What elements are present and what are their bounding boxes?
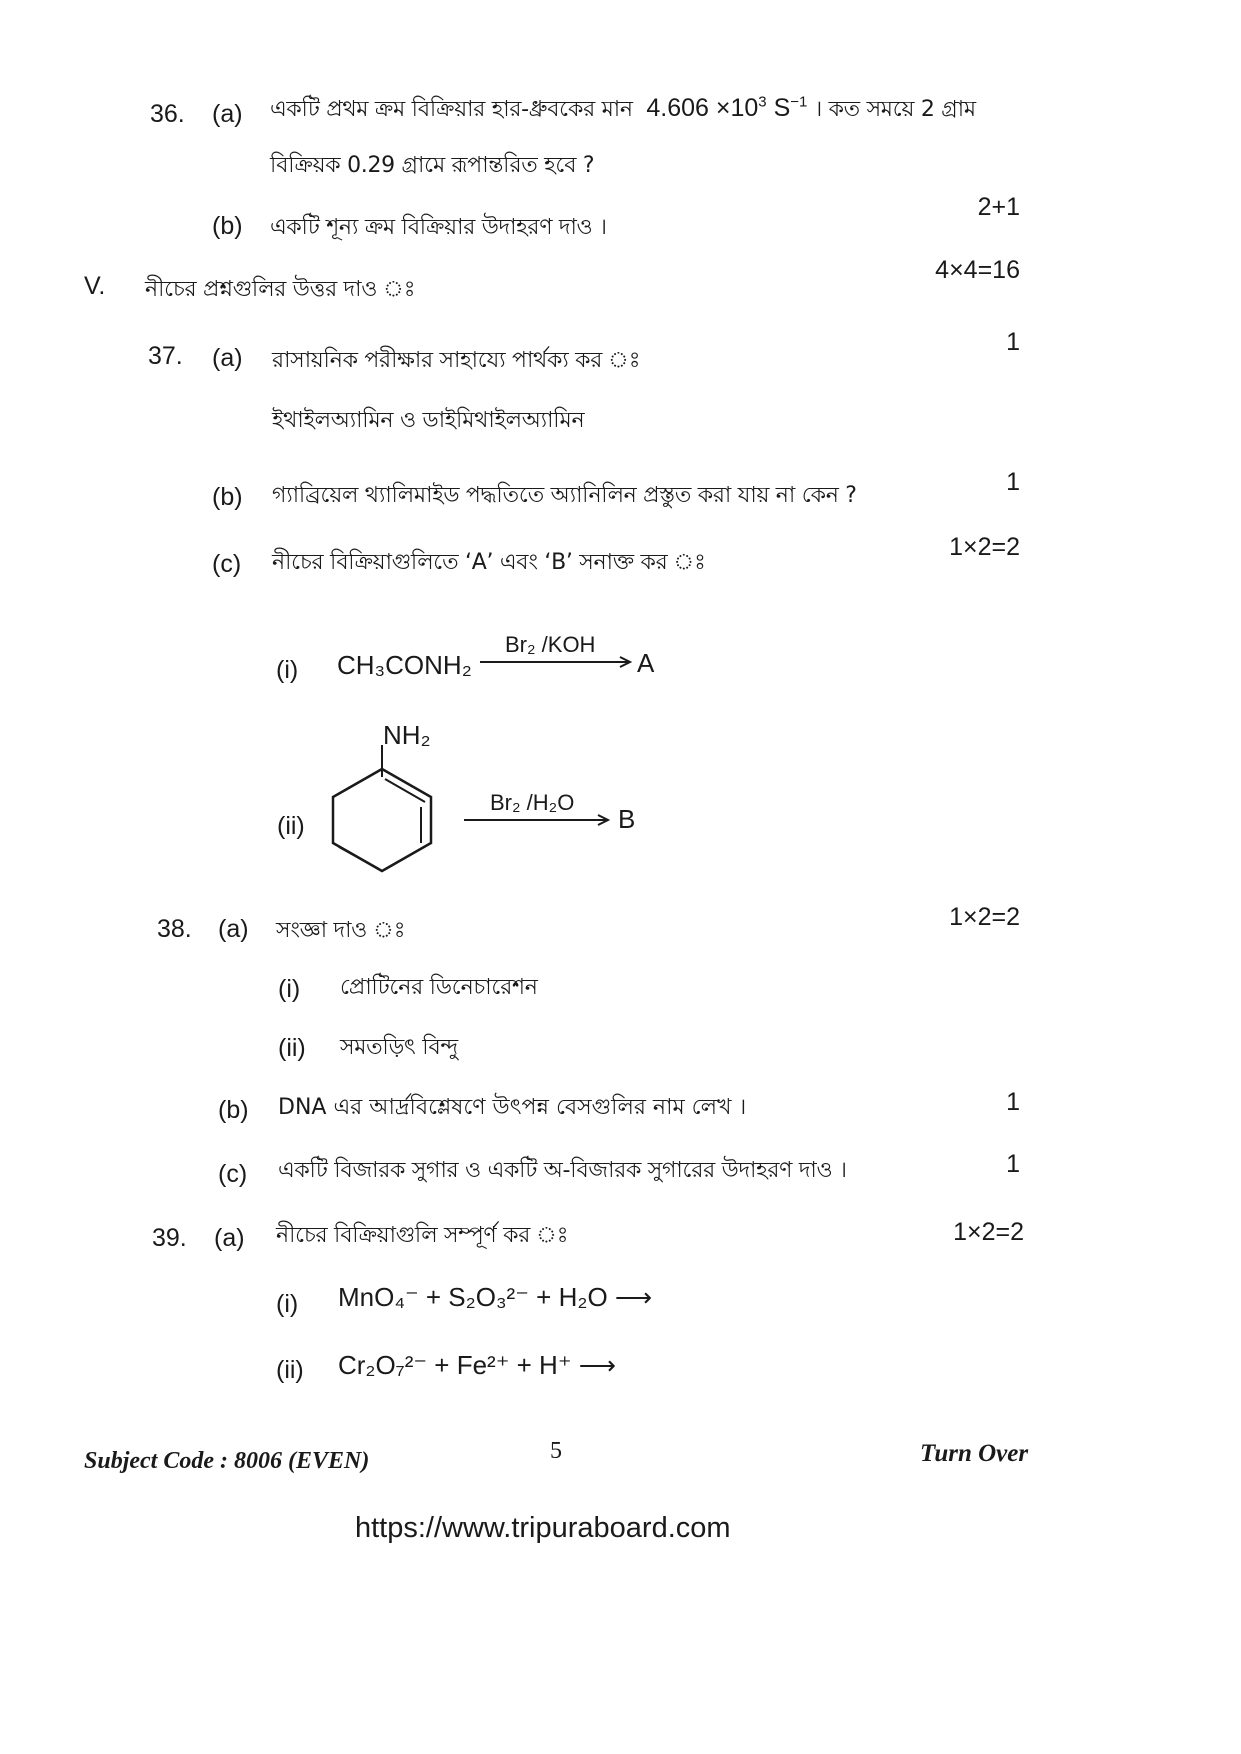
website-url[interactable]: https://www.tripuraboard.com (355, 1512, 731, 1544)
q38-b-marks: 1 (1006, 1088, 1020, 1116)
q37-r2-nh2: NH₂ (383, 720, 431, 750)
q39-a-label: (a) (214, 1224, 245, 1252)
q37-b-text: গ্যাব্রিয়েল থ্যালিমাইড পদ্ধতিতে অ্যানিলিন প্রস্তুত করা যায় না কেন ? (272, 483, 857, 508)
q36-rate-unit-exp: −1 (790, 93, 808, 111)
q36-a-line1 (270, 92, 976, 129)
q37-c-text: নীচের বিক্রিয়াগুলিতে ‘A’ এবং ‘B’ সনাক্ত কর ঃ (272, 550, 706, 575)
q37-a-sub: ইথাইলঅ্যামিন ও ডাইমিথাইলঅ্যামিন (272, 408, 585, 433)
q37-a-text: রাসায়নিক পরীক্ষার সাহায্যে পার্থক্য কর ঃ (272, 348, 641, 373)
q38-c-label: (c) (218, 1160, 248, 1188)
q39-i-label: (i) (276, 1290, 299, 1318)
q37-a-label: (a) (212, 344, 243, 372)
q36-a-text-1: একটি প্রথম ক্রম বিক্রিয়ার হার-ধ্রুবকের মান (270, 97, 633, 122)
q39-a-marks: 1×2=2 (953, 1218, 1024, 1246)
q36-b-label: (b) (212, 212, 243, 240)
q39-ii-equation: Cr₂O₇²⁻ + Fe²⁺ + H⁺ ⟶ (338, 1350, 617, 1380)
q38-a-text: সংজ্ঞা দাও ঃ (276, 918, 406, 943)
q37-c-label: (c) (212, 550, 242, 578)
q37-r1-arrow (478, 652, 638, 672)
section-label: V. (84, 272, 106, 300)
q38-a-label: (a) (218, 915, 249, 943)
page-number: 5 (550, 1438, 562, 1464)
q37-a-marks: 1 (1006, 328, 1020, 356)
q36-a-line2: বিক্রিয়ক 0.29 গ্রামে রূপান্তরিত হবে ? (270, 153, 595, 178)
q37-r1-label: (i) (276, 656, 299, 684)
q36-rate-mantissa: 4.606 ×10 (646, 94, 759, 122)
section-text: নীচের প্রশ্নগুলির উত্তর দাও ঃ (145, 277, 416, 302)
benzene-ring-icon (325, 745, 445, 865)
q38-i-text: প্রোটিনের ডিনেচারেশন (340, 975, 538, 1000)
q38-c-text: একটি বিজারক সুগার ও একটি অ-বিজারক সুগারের উদাহরণ দাও । (278, 1158, 847, 1183)
q36-number: 36. (150, 100, 185, 128)
q36-a-text-2: । কত সময়ে 2 গ্রাম (814, 97, 976, 122)
q39-i-equation: MnO₄⁻ + S₂O₃²⁻ + H₂O ⟶ (338, 1282, 653, 1312)
q37-b-label: (b) (212, 483, 243, 511)
q37-r1-product: A (637, 648, 655, 678)
q39-number: 39. (152, 1224, 187, 1252)
subject-code: Subject Code : 8006 (EVEN) (84, 1448, 370, 1474)
q38-number: 38. (157, 915, 192, 943)
turn-over: Turn Over (920, 1440, 1029, 1467)
q36-marks: 2+1 (977, 193, 1020, 221)
q37-r1-reagent: Br₂ /KOH (505, 632, 596, 657)
q38-ii-label: (ii) (278, 1034, 306, 1062)
q37-b-marks: 1 (1006, 468, 1020, 496)
q37-r1-reactant: CH₃CONH₂ (337, 650, 472, 680)
q36-rate-exp: 3 (758, 93, 767, 111)
q37-c-marks: 1×2=2 (949, 533, 1020, 561)
q36-a-label: (a) (212, 100, 243, 128)
q38-a-marks: 1×2=2 (949, 903, 1020, 931)
q36-rate-unit: S (773, 94, 791, 122)
q38-c-marks: 1 (1006, 1150, 1020, 1178)
q38-ii-text: সমতড়িৎ বিন্দু (340, 1035, 458, 1060)
q37-r2-arrow (462, 810, 622, 830)
q38-b-text: DNA এর আর্দ্রবিশ্লেষণে উৎপন্ন বেসগুলির নাম লেখ । (278, 1095, 747, 1120)
q39-ii-label: (ii) (276, 1356, 304, 1384)
q37-r2-label: (ii) (277, 812, 305, 840)
q38-b-label: (b) (218, 1096, 249, 1124)
q36-b-text: একটি শূন্য ক্রম বিক্রিয়ার উদাহরণ দাও । (270, 215, 607, 240)
q39-a-text: নীচের বিক্রিয়াগুলি সম্পূর্ণ কর ঃ (276, 1223, 569, 1248)
q37-number: 37. (148, 342, 183, 370)
section-marks: 4×4=16 (935, 256, 1020, 284)
q37-r2-reagent: Br₂ /H₂O (490, 790, 575, 815)
q37-r2-product: B (618, 804, 636, 834)
q38-i-label: (i) (278, 975, 301, 1003)
